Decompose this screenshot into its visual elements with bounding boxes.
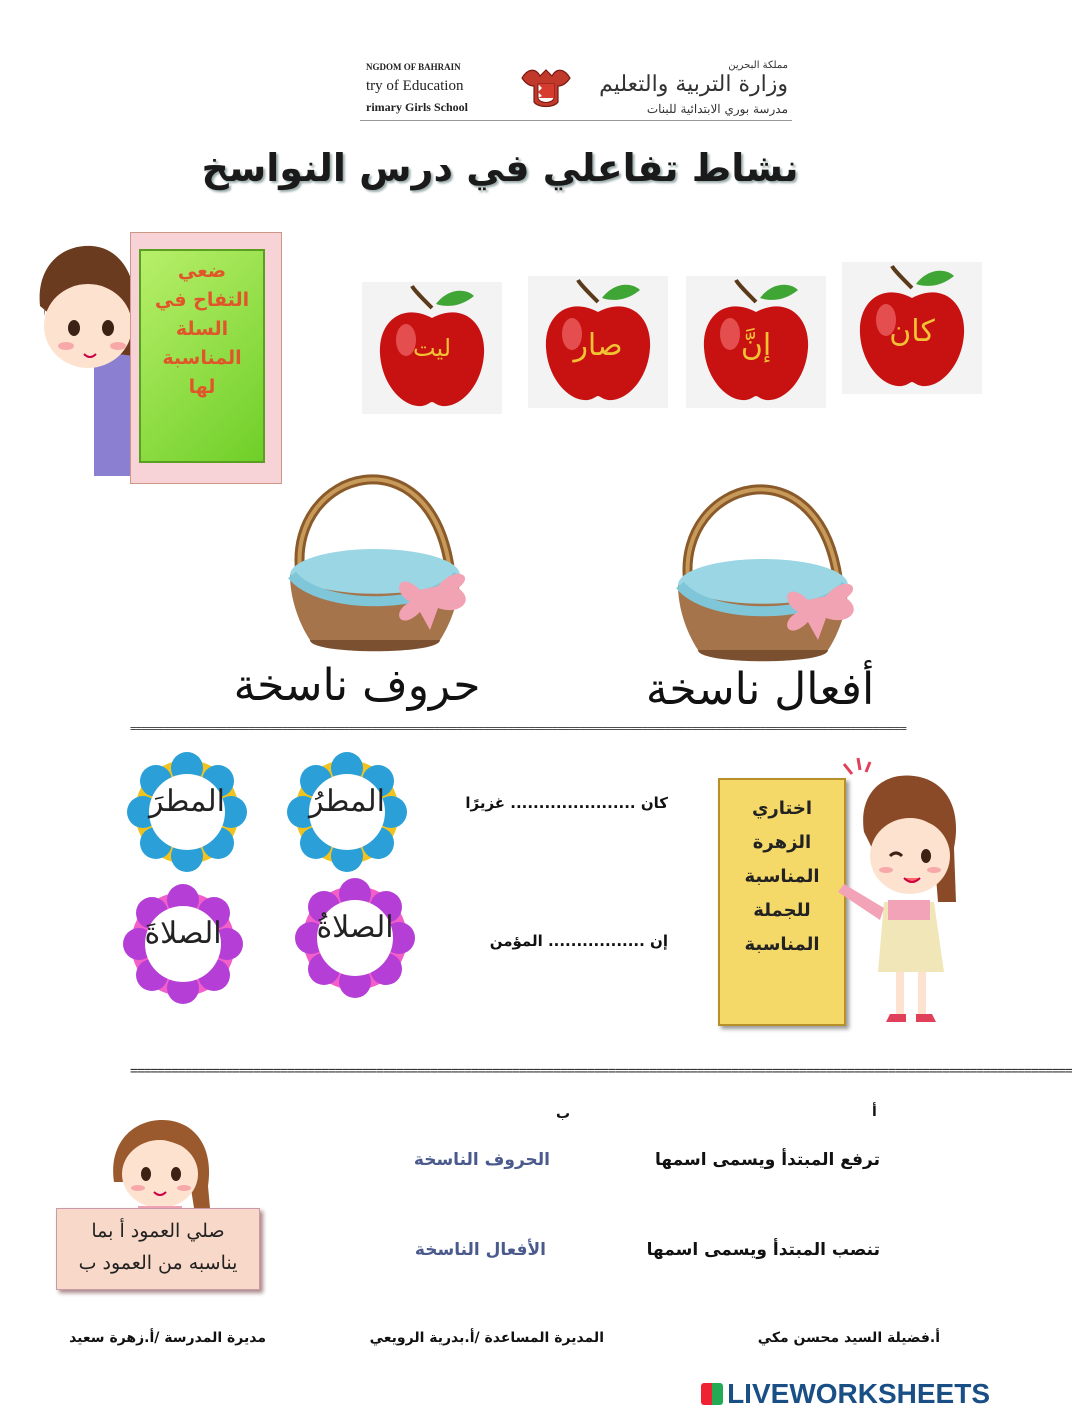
apple-instruction-line: التفاح في [154,289,250,311]
liveworksheets-logo [701,1378,990,1410]
basket-particles-drop-target[interactable] [280,440,480,670]
header-en-ministry: try of Education [366,78,464,94]
flower-instruction-box [718,778,846,1026]
apple-instruction-line: لها [188,376,216,398]
girl-peeking-illustration [22,236,142,486]
flower-label: المطرُ [309,784,385,819]
flower-option-salat-fatha[interactable] [124,886,242,1002]
header-ar-ministry: وزارة التربية والتعليم [599,72,788,97]
school-header [360,60,792,121]
flower-label: الصلاةَ [144,916,222,951]
draggable-apple-layta[interactable] [362,282,502,414]
header-ar-country: مملكة البحرين [728,60,788,71]
header-en-country: NGDOM OF BAHRAIN [366,62,461,72]
flower-option-salat-damma[interactable] [296,880,414,996]
flower-option-matar-fatha[interactable] [128,754,246,870]
basket-label-verbs: أفعال ناسخة [645,664,875,715]
header-en-school: rimary Girls School [366,100,468,114]
match-b-item-2[interactable]: الأفعال الناسخة [414,1240,546,1260]
flower-instruction-line: المناسبة [744,934,820,955]
draggable-apple-sara[interactable] [528,276,668,408]
apple-label: إنَّ [740,328,772,363]
header-ar-school: مدرسة بوري الابتدائية للبنات [646,102,788,116]
draggable-apple-inna[interactable] [686,276,826,408]
signature-teacher: أ.فضيلة السيد محسن مكي [757,1330,940,1346]
signature-assistant-principal: المديرة المساعدة /أ.بدرية الرويعي [369,1330,604,1346]
match-a-item-2[interactable]: تنصب المبتدأ ويسمى اسمها [646,1240,880,1260]
match-b-item-1[interactable]: الحروف الناسخة [413,1150,550,1170]
page-title: نشاط تفاعلي في درس النواسخ [201,146,799,190]
flower-label: المطرَ [149,784,225,819]
brand-name: LIVEWORKSHEETS [727,1378,990,1409]
basket-label-particles: حروف ناسخة [233,660,481,711]
flower-option-matar-damma[interactable] [288,754,406,870]
column-a-header: أ [872,1104,877,1120]
apple-instruction-box [130,232,282,484]
match-instruction-line: صلي العمود أ بما [91,1220,225,1242]
sentence-2: إن ................. المؤمن [489,932,668,950]
apple-label: صار [573,328,623,363]
match-instruction-box [56,1208,260,1290]
match-a-item-1[interactable]: ترفع المبتدأ ويسمى اسمها [655,1150,880,1170]
apple-label: ليت [412,334,452,362]
liveworksheets-icon [701,1383,723,1405]
signature-principal: مديرة المدرسة /أ.زهرة سعيد [69,1330,266,1346]
girl-small-illustration [100,1112,220,1222]
sentence-1: كان ...................... غزيرًا [465,794,668,812]
draggable-apple-kana[interactable] [842,262,982,394]
flower-label: الصلاةُ [316,910,394,945]
flower-instruction-line: اختاري [751,798,813,819]
basket-verbs-drop-target[interactable] [668,450,868,680]
apple-instruction-line: السلة [175,318,229,340]
apple-instruction-line: ضعي [177,260,227,282]
bahrain-crest-icon [518,66,574,112]
section-divider: ========================================================================================================================================== [130,1064,1072,1079]
apple-label: كان [889,314,935,349]
flower-instruction-line: المناسبة [744,866,820,887]
section-divider: ========================================================================================================================================== [130,722,906,735]
girl-winking-illustration [834,752,974,1032]
flower-instruction-line: الزهرة [752,832,812,853]
column-b-header: ب [556,1106,571,1122]
flower-instruction-line: للجملة [753,900,811,921]
match-instruction-line: يناسبه من العمود ب [78,1252,238,1274]
apple-instruction-line: المناسبة [162,347,242,369]
